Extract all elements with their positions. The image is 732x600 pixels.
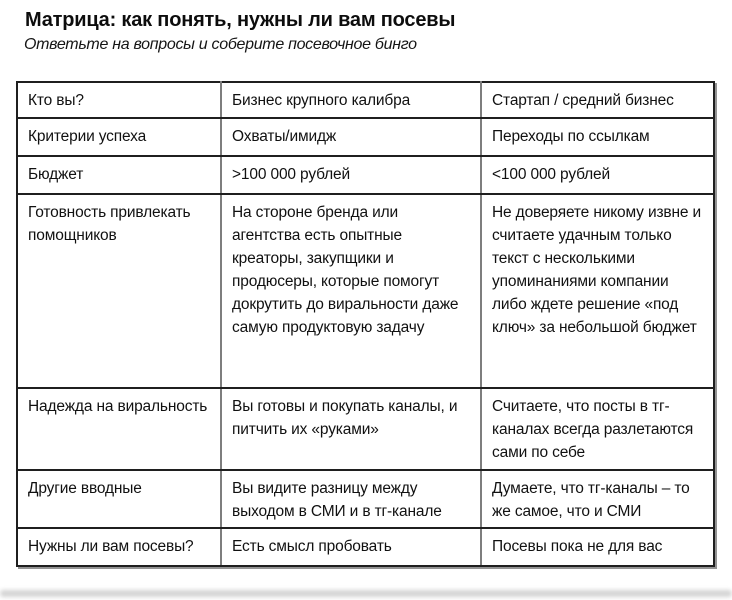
- matrix-table: [16, 81, 715, 567]
- page-title: Матрица: как понять, нужны ли вам посевы: [25, 9, 456, 31]
- big-business-cell: Бизнес крупного калибра: [221, 82, 481, 118]
- page-subtitle: Ответьте на вопросы и соберите посевочное бинго: [24, 36, 417, 53]
- table-row: [17, 470, 714, 528]
- big-business-cell: На стороне бренда или агентства есть опытные креаторы, закупщики и продюсеры, которые помогут докрутить до виральности даже самую продуктовую задачу: [221, 194, 481, 388]
- criterion-cell: Нужны ли вам посевы?: [17, 528, 221, 566]
- startup-cell: Считаете, что посты в тг-каналах всегда разлетаются сами по себе: [481, 388, 714, 470]
- table-row: [17, 82, 714, 118]
- startup-cell: Посевы пока не для вас: [481, 528, 714, 566]
- startup-cell: Переходы по ссылкам: [481, 118, 714, 156]
- table-row: [17, 388, 714, 470]
- criterion-cell: Кто вы?: [17, 82, 221, 118]
- criterion-cell: Критерии успеха: [17, 118, 221, 156]
- table-row: [17, 118, 714, 156]
- criterion-cell: Надежда на виральность: [17, 388, 221, 470]
- big-business-cell: Есть смысл пробовать: [221, 528, 481, 566]
- criterion-cell: Бюджет: [17, 156, 221, 194]
- table-row: [17, 156, 714, 194]
- matrix-table-body: [17, 82, 714, 566]
- startup-cell: Не доверяете никому извне и считаете удачным только текст с несколькими упоминаниями компании либо ждете решение «под ключ» за небольшой бюджет: [481, 194, 714, 388]
- big-business-cell: Вы видите разницу между выходом в СМИ и в тг-канале: [221, 470, 481, 528]
- criterion-cell: Готовность привлекать помощников: [17, 194, 221, 388]
- startup-cell: Стартап / средний бизнес: [481, 82, 714, 118]
- table-row: [17, 528, 714, 566]
- big-business-cell: Вы готовы и покупать каналы, и питчить их «руками»: [221, 388, 481, 470]
- startup-cell: Думаете, что тг-каналы – то же самое, что и СМИ: [481, 470, 714, 528]
- big-business-cell: Охваты/имидж: [221, 118, 481, 156]
- criterion-cell: Другие вводные: [17, 470, 221, 528]
- table-row: [17, 194, 714, 388]
- startup-cell: <100 000 рублей: [481, 156, 714, 194]
- bottom-edge-shadow: [0, 590, 732, 597]
- big-business-cell: >100 000 рублей: [221, 156, 481, 194]
